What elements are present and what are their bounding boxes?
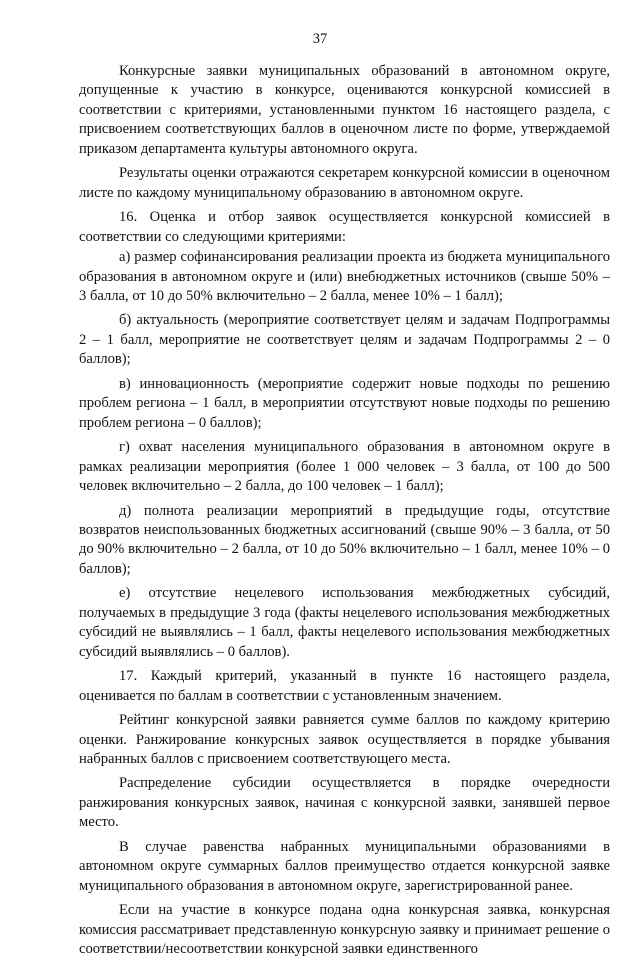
criterion-v: в) инновационность (мероприятие содержит новые подходы по решению проблем региона – 1 балл, в мероприятии отсутствуют новые подходы по решению проблем региона – 0 баллов); xyxy=(79,375,610,431)
body-text xyxy=(79,62,610,964)
paragraph-rating: Рейтинг конкурсной заявки равняется сумме баллов по каждому критерию оценки. Ранжирование конкурсных заявок осуществляется в порядке убывания набранных баллов с присвоением соответствующего места. xyxy=(79,712,610,767)
paragraph-clause-16: 16. Оценка и отбор заявок осуществляется конкурсной комиссией в соответствии со следующими критериями: xyxy=(79,209,610,245)
page-number: 37 xyxy=(312,31,328,47)
paragraph-applications-evaluation: Конкурсные заявки муниципальных образований в автономном округе, допущенные к участию в конкурсе, оцениваются конкурсной комиссией в соответствии с критериями, установленными пунктом 16 настоящего раздела, с присвоением соответствующих баллов в оценочном листе по форме, утверждаемой приказом департамента культуры автономного округа. xyxy=(79,63,610,157)
criterion-d: д) полнота реализации мероприятий в предыдущие годы, отсутствие возвратов неиспользованных бюджетных ассигнований (свыше 90% – 3 балла, от 50 до 90% включительно – 2 балла, от 10 до 50% включительно – 1 балл, менее 10% – 0 баллов); xyxy=(79,502,610,577)
paragraph-clause-17: 17. Каждый критерий, указанный в пункте 16 настоящего раздела, оценивается по баллам в соответствии с установленным значением. xyxy=(79,668,610,704)
criterion-a: а) размер софинансирования реализации проекта из бюджета муниципального образования в автономном округе и (или) внебюджетных источников (свыше 50% – 3 балла, от 10 до 50% включительно – 2 балла, менее 10% – 1 балл); xyxy=(79,249,610,304)
criterion-g: г) охват населения муниципального образования в автономном округе в рамках реализации мероприятия (более 1 000 человек – 3 балла, от 100 до 500 человек включительно – 2 балла, до 100 человек – 1 балл); xyxy=(79,439,610,495)
paragraph-distribution: Распределение субсидии осуществляется в порядке очередности ранжирования конкурсных заявок, начиная с конкурсной заявки, занявшей первое место. xyxy=(79,775,610,831)
paragraph-single-application: Если на участие в конкурсе подана одна конкурсная заявка, конкурсная комиссия рассматривает представленную конкурсную заявку и принимает решение о соответствии/несоответствии конкурсной заявки единственного xyxy=(79,902,610,958)
paragraph-equal-scores: В случае равенства набранных муниципальными образованиями в автономном округе суммарных баллов преимущество отдается конкурсной заявке муниципального образования в автономном округе, зарегистрированной ранее. xyxy=(79,838,610,894)
criterion-b: б) актуальность (мероприятие соответствует целям и задачам Подпрограммы 2 – 1 балл, мероприятие не соответствует целям и задачам Подпрограммы 2 – 0 баллов); xyxy=(79,312,610,368)
criterion-e: е) отсутствие нецелевого использования межбюджетных субсидий, получаемых в предыдущие 3 года (факты нецелевого использования межбюджетных субсидий не выявлялись – 1 балл, факты нецелевого использования межбюджетных субсидий выявлялись – 0 баллов). xyxy=(79,585,610,660)
paragraph-evaluation-results: Результаты оценки отражаются секретарем конкурсной комиссии в оценочном листе по каждому муниципальному образованию в автономном округе. xyxy=(79,165,610,201)
